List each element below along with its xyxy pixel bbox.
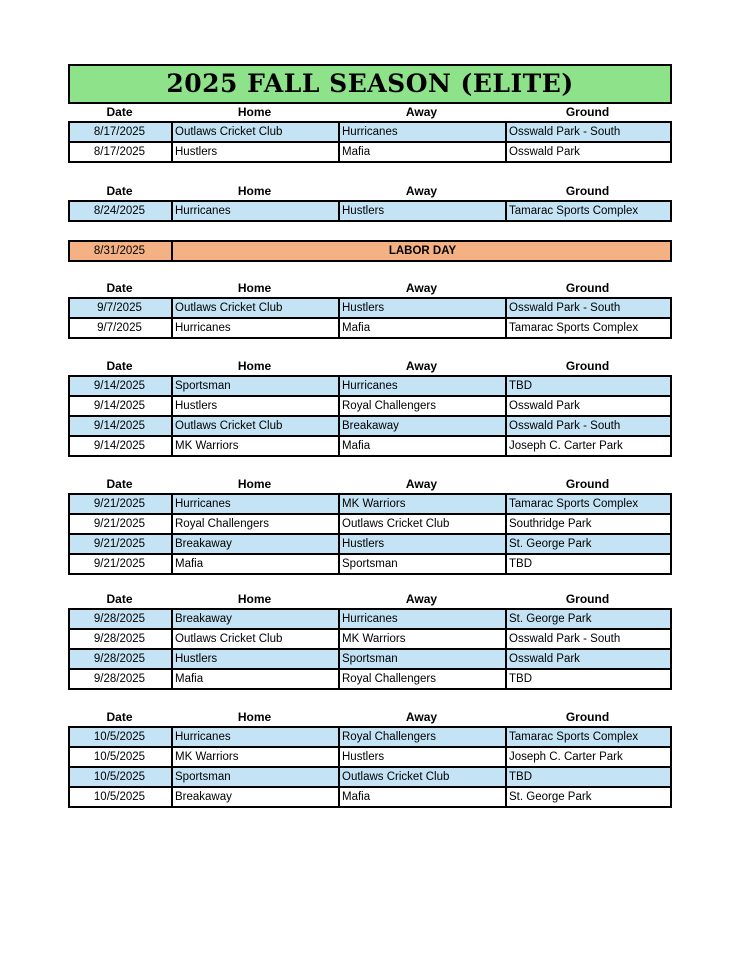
- header-home: Home: [237, 477, 272, 491]
- header-away: Away: [405, 359, 438, 373]
- cell-ground: St. George Park: [505, 788, 672, 806]
- cell-ground: Osswald Park - South: [505, 630, 672, 648]
- column-header-row: [70, 358, 670, 374]
- holiday-date: 8/31/2025: [93, 245, 146, 257]
- cell-away: Royal Challengers: [338, 670, 507, 688]
- cell-home: Sportsman: [171, 377, 340, 395]
- cell-home: Hurricanes: [171, 495, 340, 513]
- header-home: Home: [237, 710, 272, 724]
- column-header-row: [70, 591, 670, 607]
- header-ground: Ground: [565, 184, 610, 198]
- cell-home: Royal Challengers: [171, 515, 340, 533]
- table-row: [70, 728, 670, 746]
- header-away: Away: [405, 477, 438, 491]
- holiday-row: [68, 240, 672, 262]
- column-header-row: [70, 709, 670, 725]
- cell-home: Hurricanes: [171, 728, 340, 746]
- table-row: [70, 746, 670, 766]
- cell-ground: TBD: [505, 768, 672, 786]
- header-date: Date: [106, 105, 133, 119]
- header-away: Away: [405, 592, 438, 606]
- cell-ground: Tamarac Sports Complex: [505, 728, 672, 746]
- cell-home: Outlaws Cricket Club: [171, 417, 340, 435]
- schedule-table-week-1: [68, 121, 672, 163]
- cell-date: 9/28/2025: [93, 613, 146, 625]
- cell-home: Outlaws Cricket Club: [171, 630, 340, 648]
- cell-away: Hurricanes: [338, 610, 507, 628]
- column-header-row: [70, 183, 670, 199]
- table-row: [70, 435, 670, 455]
- cell-ground: Osswald Park: [505, 143, 672, 161]
- table-row: [70, 123, 670, 141]
- cell-away: MK Warriors: [338, 495, 507, 513]
- cell-ground: Tamarac Sports Complex: [505, 495, 672, 513]
- table-row: [70, 766, 670, 786]
- table-row: [70, 299, 670, 317]
- header-away: Away: [405, 105, 438, 119]
- column-header-row: [70, 104, 670, 120]
- cell-away: Outlaws Cricket Club: [338, 768, 507, 786]
- cell-date: 9/14/2025: [93, 380, 146, 392]
- cell-ground: Osswald Park - South: [505, 299, 672, 317]
- cell-date: 8/17/2025: [93, 126, 146, 138]
- table-row: [70, 533, 670, 553]
- cell-away: Hurricanes: [338, 377, 507, 395]
- table-row: [70, 141, 670, 161]
- cell-date: 9/7/2025: [97, 302, 142, 314]
- header-ground: Ground: [565, 477, 610, 491]
- table-row: [70, 415, 670, 435]
- header-ground: Ground: [565, 105, 610, 119]
- cell-home: MK Warriors: [171, 437, 340, 455]
- header-date: Date: [106, 281, 133, 295]
- schedule-table-week-3: [68, 297, 672, 339]
- header-date: Date: [106, 592, 133, 606]
- cell-ground: St. George Park: [505, 535, 672, 553]
- header-date: Date: [106, 359, 133, 373]
- cell-away: Hurricanes: [338, 123, 507, 141]
- cell-ground: Southridge Park: [505, 515, 672, 533]
- cell-ground: TBD: [505, 670, 672, 688]
- cell-away: Mafia: [338, 437, 507, 455]
- cell-home: Outlaws Cricket Club: [171, 299, 340, 317]
- header-date: Date: [106, 477, 133, 491]
- cell-home: Mafia: [171, 555, 340, 573]
- cell-ground: Osswald Park: [505, 650, 672, 668]
- cell-date: 9/28/2025: [93, 673, 146, 685]
- table-row: [70, 317, 670, 337]
- cell-date: 9/14/2025: [93, 420, 146, 432]
- cell-date: 9/28/2025: [93, 653, 146, 665]
- cell-ground: Osswald Park: [505, 397, 672, 415]
- cell-ground: Osswald Park - South: [505, 123, 672, 141]
- cell-away: Hustlers: [338, 535, 507, 553]
- cell-home: Mafia: [171, 670, 340, 688]
- header-date: Date: [106, 184, 133, 198]
- cell-away: Outlaws Cricket Club: [338, 515, 507, 533]
- cell-home: Hurricanes: [171, 319, 340, 337]
- schedule-table-week-6: [68, 608, 672, 690]
- cell-away: Royal Challengers: [338, 728, 507, 746]
- table-row: [70, 377, 670, 395]
- cell-home: Breakaway: [171, 788, 340, 806]
- cell-date: 8/17/2025: [93, 146, 146, 158]
- header-ground: Ground: [565, 710, 610, 724]
- schedule-table-week-4: [68, 375, 672, 457]
- cell-ground: Joseph C. Carter Park: [505, 437, 672, 455]
- table-row: [70, 668, 670, 688]
- table-row: [70, 495, 670, 513]
- cell-away: Sportsman: [338, 555, 507, 573]
- cell-home: Sportsman: [171, 768, 340, 786]
- header-home: Home: [237, 359, 272, 373]
- cell-home: Hurricanes: [171, 202, 340, 220]
- cell-away: Breakaway: [338, 417, 507, 435]
- header-away: Away: [405, 710, 438, 724]
- cell-away: Mafia: [338, 143, 507, 161]
- page-title: 2025 FALL SEASON (ELITE): [68, 64, 672, 104]
- schedule-table-week-2: [68, 200, 672, 222]
- table-row: [70, 610, 670, 628]
- column-header-row: [70, 280, 670, 296]
- cell-date: 9/7/2025: [97, 322, 142, 334]
- cell-date: 9/21/2025: [93, 518, 146, 530]
- cell-away: Hustlers: [338, 202, 507, 220]
- cell-away: MK Warriors: [338, 630, 507, 648]
- cell-away: Sportsman: [338, 650, 507, 668]
- cell-ground: TBD: [505, 377, 672, 395]
- cell-date: 9/14/2025: [93, 400, 146, 412]
- table-row: [70, 553, 670, 573]
- cell-date: 9/21/2025: [93, 538, 146, 550]
- cell-ground: Joseph C. Carter Park: [505, 748, 672, 766]
- header-home: Home: [237, 281, 272, 295]
- cell-away: Royal Challengers: [338, 397, 507, 415]
- cell-date: 9/21/2025: [93, 558, 146, 570]
- holiday-label: LABOR DAY: [171, 242, 672, 260]
- cell-away: Hustlers: [338, 748, 507, 766]
- cell-home: Hustlers: [171, 650, 340, 668]
- cell-home: Breakaway: [171, 610, 340, 628]
- header-home: Home: [237, 105, 272, 119]
- cell-away: Hustlers: [338, 299, 507, 317]
- cell-ground: St. George Park: [505, 610, 672, 628]
- cell-date: 10/5/2025: [93, 791, 146, 803]
- header-home: Home: [237, 592, 272, 606]
- schedule-table-week-5: [68, 493, 672, 575]
- table-row: [70, 628, 670, 648]
- cell-home: MK Warriors: [171, 748, 340, 766]
- header-ground: Ground: [565, 592, 610, 606]
- header-ground: Ground: [565, 281, 610, 295]
- cell-ground: TBD: [505, 555, 672, 573]
- cell-date: 10/5/2025: [93, 771, 146, 783]
- cell-home: Hustlers: [171, 143, 340, 161]
- header-away: Away: [405, 281, 438, 295]
- cell-home: Hustlers: [171, 397, 340, 415]
- table-row: [70, 513, 670, 533]
- cell-date: 9/14/2025: [93, 440, 146, 452]
- cell-date: 9/28/2025: [93, 633, 146, 645]
- cell-ground: Osswald Park - South: [505, 417, 672, 435]
- header-home: Home: [237, 184, 272, 198]
- cell-home: Outlaws Cricket Club: [171, 123, 340, 141]
- cell-home: Breakaway: [171, 535, 340, 553]
- table-row: [70, 202, 670, 220]
- column-header-row: [70, 476, 670, 492]
- cell-date: 8/24/2025: [93, 205, 146, 217]
- header-ground: Ground: [565, 359, 610, 373]
- table-row: [70, 648, 670, 668]
- cell-ground: Tamarac Sports Complex: [505, 202, 672, 220]
- header-date: Date: [106, 710, 133, 724]
- table-row: [70, 395, 670, 415]
- schedule-table-week-7: [68, 726, 672, 808]
- cell-ground: Tamarac Sports Complex: [505, 319, 672, 337]
- table-row: [70, 786, 670, 806]
- cell-date: 10/5/2025: [93, 751, 146, 763]
- cell-date: 10/5/2025: [93, 731, 146, 743]
- header-away: Away: [405, 184, 438, 198]
- cell-away: Mafia: [338, 319, 507, 337]
- cell-date: 9/21/2025: [93, 498, 146, 510]
- cell-away: Mafia: [338, 788, 507, 806]
